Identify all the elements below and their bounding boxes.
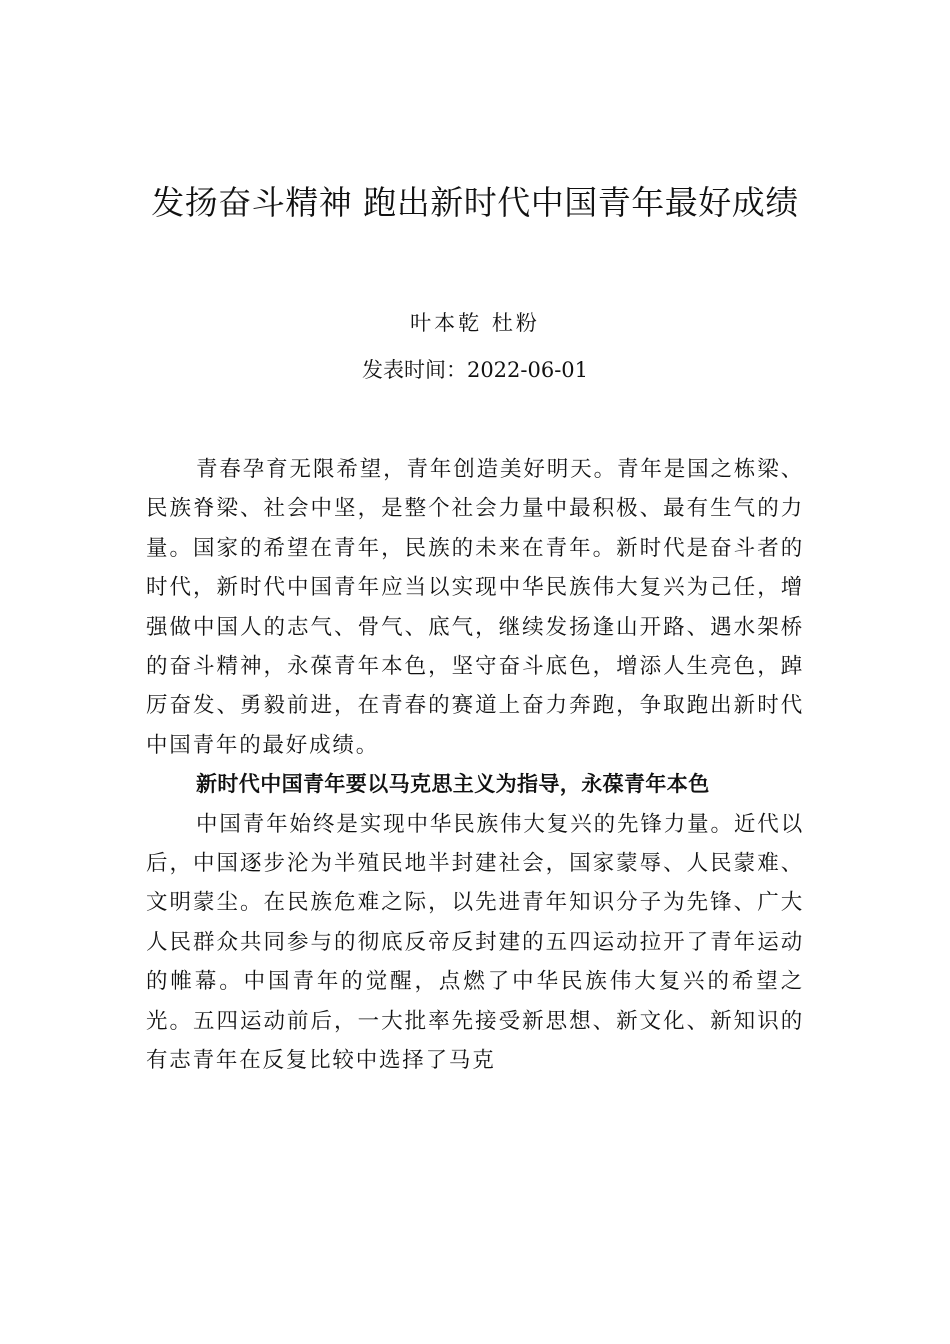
publish-date: 发表时间：2022-06-01 [361,358,589,382]
section-paragraph: 中国青年始终是实现中华民族伟大复兴的先锋力量。近代以后，中国逐步沦为半殖民地半封建社会，国家蒙辱、人民蒙难、文明蒙尘。在民族危难之际，以先进青年知识分子为先锋、广大人民群众共同参与的彻底反帝反封建的五四运动拉开了青年运动的帷幕。中国青年的觉醒，点燃了中华民族伟大复兴的希望之光。五四运动前后，一大批率先接受新思想、新文化、新知识的有志青年在反复比较中选择了马克 [146,811,804,1074]
article-title: 发扬奋斗精神 跑出新时代中国青年最好成绩 [151,183,799,222]
intro-paragraph: 青春孕育无限希望，青年创造美好明天。青年是国之栋梁、民族脊梁、社会中坚，是整个社会力量中最积极、最有生气的力量。国家的希望在青年，民族的未来在青年。新时代是奋斗者的时代，新时代中国青年应当以实现中华民族伟大复兴为己任，增强做中国人的志气、骨气、底气，继续发扬逢山开路、遇水架桥的奋斗精神，永葆青年本色，坚守奋斗底色，增添人生亮色，踔厉奋发、勇毅前进，在青春的赛道上奋力奔跑，争取跑出新时代中国青年的最好成绩。 [146,457,804,758]
article-authors: 叶本乾 杜粉 [410,311,540,335]
article-body [146,450,804,1081]
section-heading: 新时代中国青年要以马克思主义为指导，永葆青年本色 [196,772,710,797]
